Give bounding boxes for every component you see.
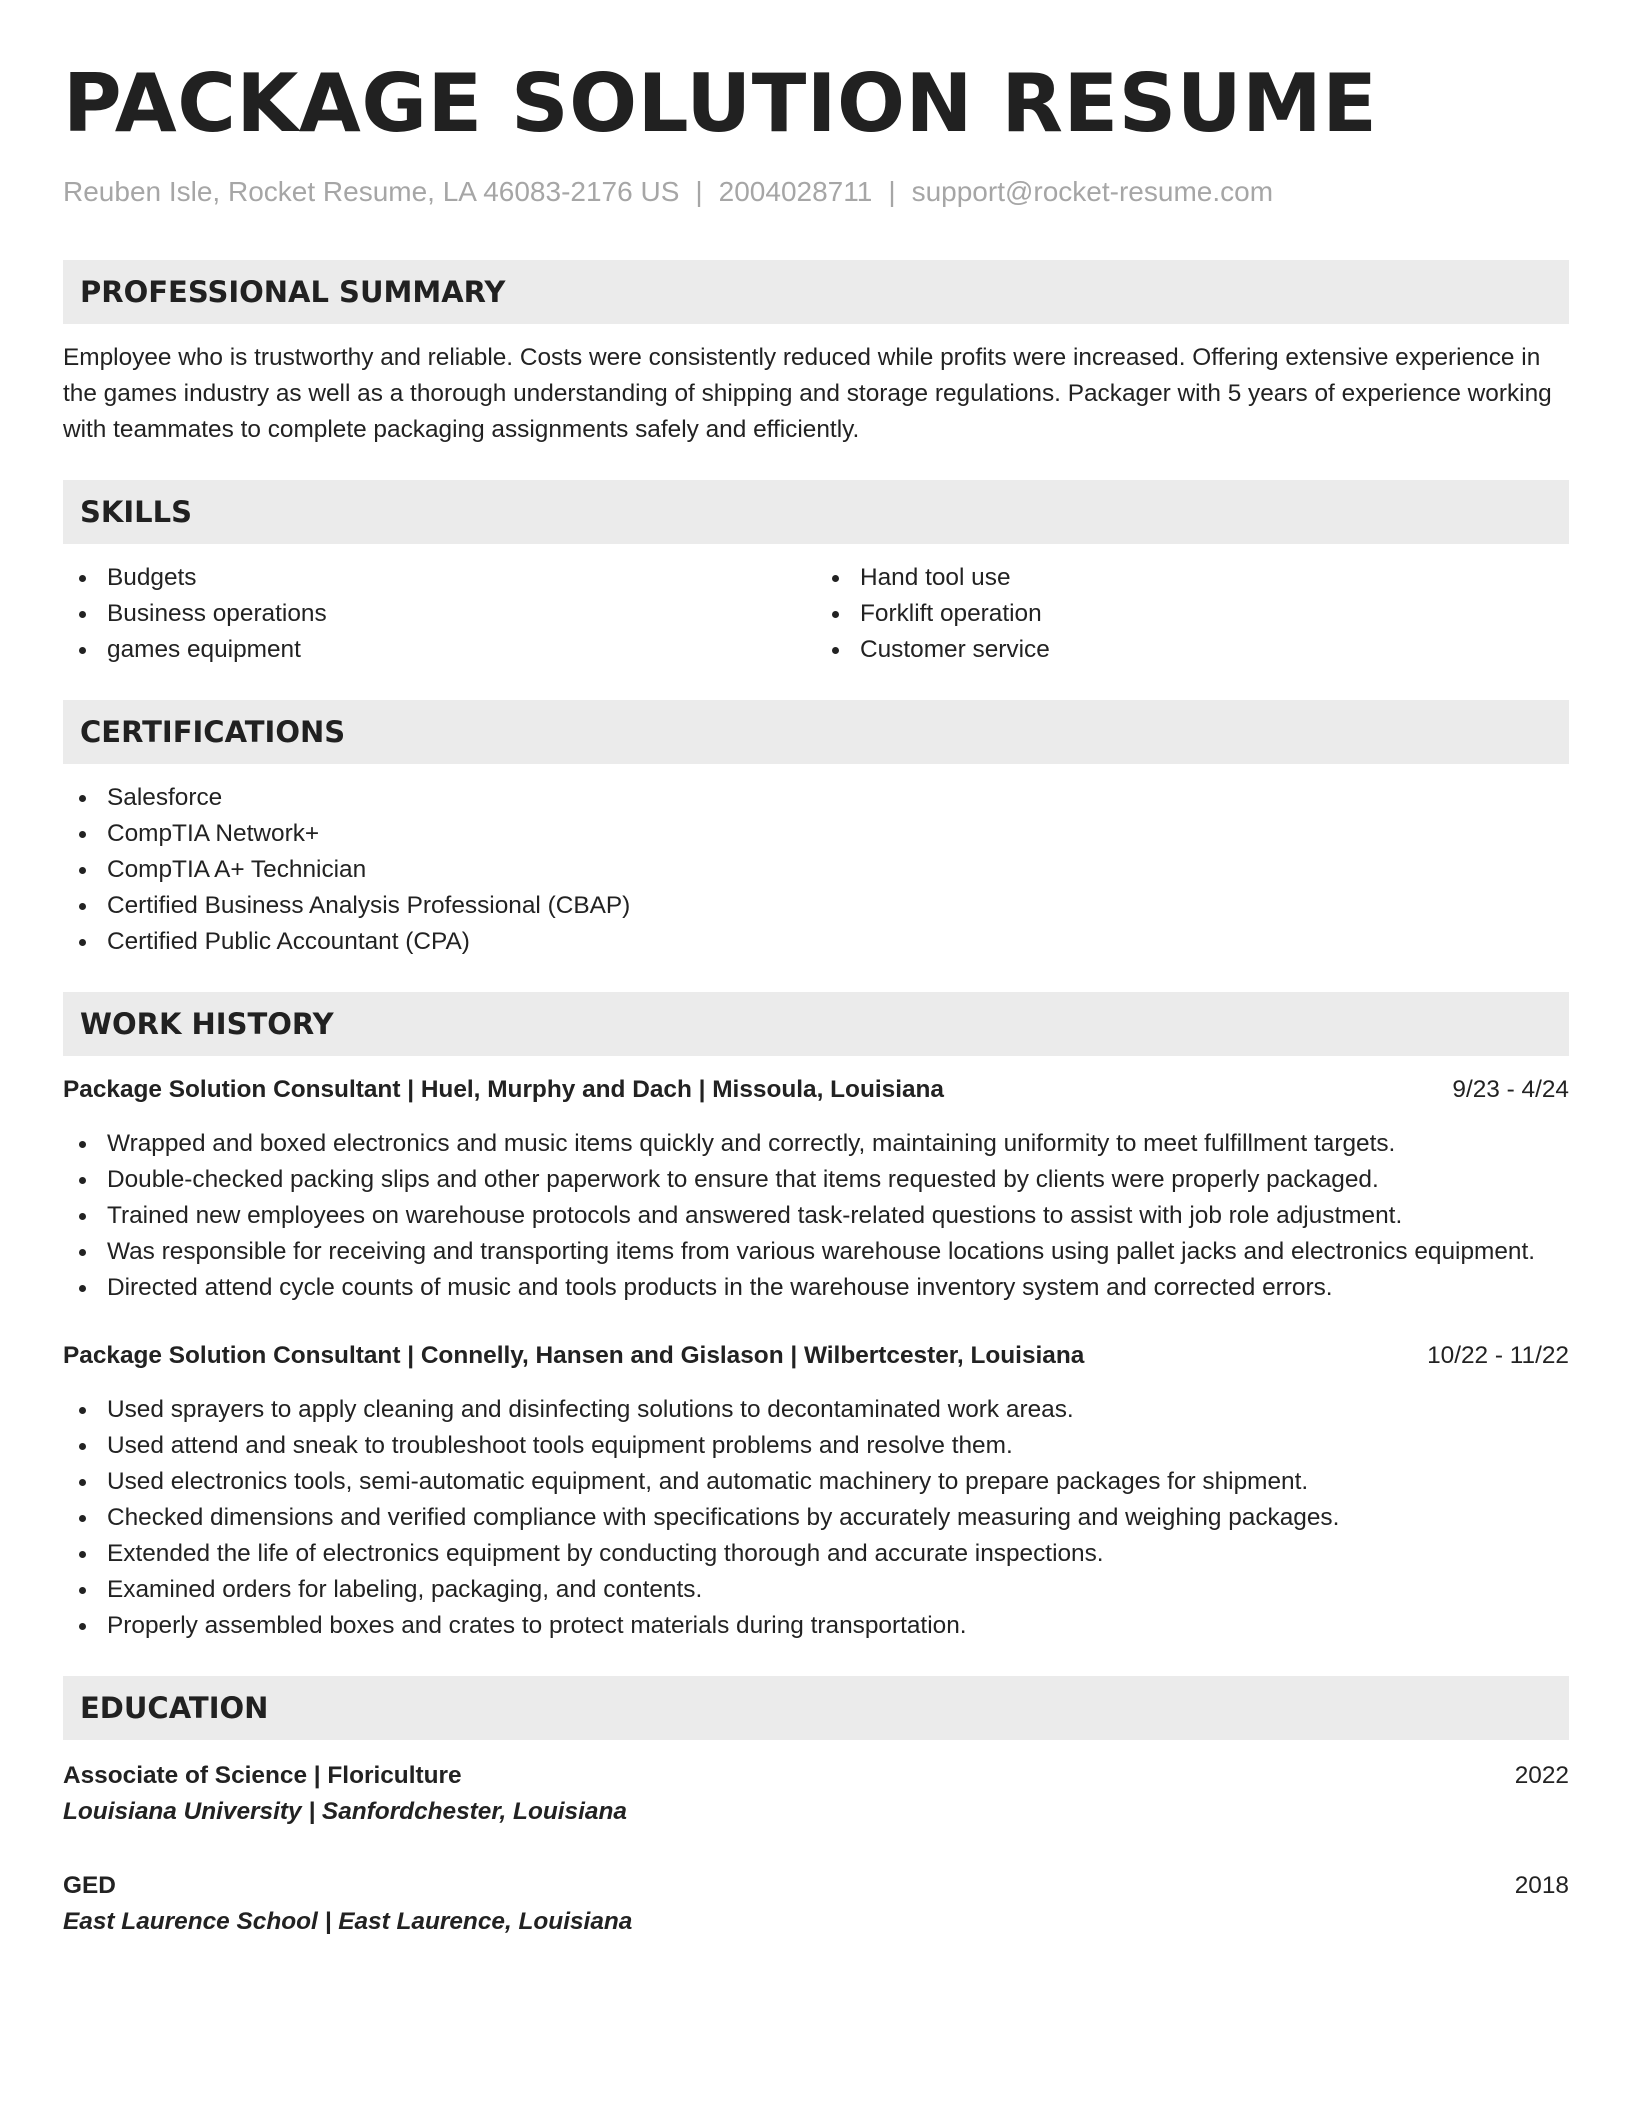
job-duty-item: Used electronics tools, semi-automatic equipment, and automatic machinery to prepare packages for shipment. xyxy=(63,1464,1569,1500)
education-degree: GED xyxy=(63,1872,116,1899)
certification-item: CompTIA Network+ xyxy=(63,816,1569,852)
job-dates: 10/22 - 11/22 xyxy=(1427,1342,1569,1369)
job-duty-item: Double-checked packing slips and other paperwork to ensure that items requested by clients were properly packaged. xyxy=(63,1162,1569,1198)
section-heading-certifications: CERTIFICATIONS xyxy=(63,700,1569,764)
contact-email: support@rocket-resume.com xyxy=(911,176,1274,207)
job-entry xyxy=(63,1072,1569,1306)
job-duty-item: Checked dimensions and verified compliance with specifications by accurately measuring and weighing packages. xyxy=(63,1500,1569,1536)
contact-phone: 2004028711 xyxy=(718,176,873,207)
skill-item: Hand tool use xyxy=(816,560,1569,596)
skill-item: Budgets xyxy=(63,560,816,596)
job-duty-item: Examined orders for labeling, packaging, and contents. xyxy=(63,1572,1569,1608)
contact-separator: | xyxy=(888,176,896,207)
skills-column-right xyxy=(816,560,1569,668)
job-title: Package Solution Consultant | Huel, Murphy and Dach | Missoula, Louisiana xyxy=(63,1076,944,1103)
job-entry xyxy=(63,1338,1569,1644)
certification-item: Certified Public Accountant (CPA) xyxy=(63,924,1569,960)
job-duty-item: Directed attend cycle counts of music and tools products in the warehouse inventory system and corrected errors. xyxy=(63,1270,1569,1306)
job-duty-item: Used sprayers to apply cleaning and disinfecting solutions to decontaminated work areas. xyxy=(63,1392,1569,1428)
job-duty-item: Trained new employees on warehouse protocols and answered task-related questions to assist with job role adjustment. xyxy=(63,1198,1569,1234)
certification-item: CompTIA A+ Technician xyxy=(63,852,1569,888)
skill-item: Customer service xyxy=(816,632,1569,668)
skill-item: Business operations xyxy=(63,596,816,632)
education-year: 2018 xyxy=(1514,1872,1569,1899)
section-heading-work-history: WORK HISTORY xyxy=(63,992,1569,1056)
education-entry xyxy=(63,1758,1569,1830)
skill-item: games equipment xyxy=(63,632,816,668)
summary-text: Employee who is trustworthy and reliable. Costs were consistently reduced while profits were increased. Offering extensive experience in the games industry as well as a thorough understanding of shipping and storage regulations. Packager with 5 years of experience working with teammates to complete packaging assignments safely and efficiently. xyxy=(63,344,1552,443)
certifications-list xyxy=(63,780,1569,960)
contact-address: Reuben Isle, Rocket Resume, LA 46083-2176 US xyxy=(63,176,680,207)
certification-item: Certified Business Analysis Professional (CBAP) xyxy=(63,888,1569,924)
section-heading-education: EDUCATION xyxy=(63,1676,1569,1740)
job-duty-item: Wrapped and boxed electronics and music items quickly and correctly, maintaining uniformity to meet fulfillment targets. xyxy=(63,1126,1569,1162)
education-year: 2022 xyxy=(1514,1762,1569,1789)
contact-line xyxy=(63,174,1569,210)
job-duties-list xyxy=(63,1392,1569,1644)
education-degree: Associate of Science | Floriculture xyxy=(63,1762,462,1789)
job-header xyxy=(63,1072,1569,1108)
job-header xyxy=(63,1338,1569,1374)
job-title: Package Solution Consultant | Connelly, Hansen and Gislason | Wilbertcester, Louisiana xyxy=(63,1342,1085,1369)
education-entry xyxy=(63,1868,1569,1940)
education-header xyxy=(63,1758,1569,1794)
section-heading-skills: SKILLS xyxy=(63,480,1569,544)
contact-separator: | xyxy=(695,176,703,207)
skills-list xyxy=(63,560,1569,668)
job-duty-item: Extended the life of electronics equipment by conducting thorough and accurate inspections. xyxy=(63,1536,1569,1572)
job-duty-item: Properly assembled boxes and crates to protect materials during transportation. xyxy=(63,1608,1569,1644)
certification-item: Salesforce xyxy=(63,780,1569,816)
job-duty-item: Used attend and sneak to troubleshoot tools equipment problems and resolve them. xyxy=(63,1428,1569,1464)
education-header xyxy=(63,1868,1569,1904)
section-heading-summary: PROFESSIONAL SUMMARY xyxy=(63,260,1569,324)
job-duty-item: Was responsible for receiving and transporting items from various warehouse locations using pallet jacks and electronics equipment. xyxy=(63,1234,1569,1270)
job-dates: 9/23 - 4/24 xyxy=(1452,1076,1569,1103)
education-school: Louisiana University | Sanfordchester, Louisiana xyxy=(63,1798,627,1825)
job-duties-list xyxy=(63,1126,1569,1306)
resume-title: PACKAGE SOLUTION RESUME xyxy=(63,57,1378,150)
education-school: East Laurence School | East Laurence, Louisiana xyxy=(63,1908,633,1935)
skill-item: Forklift operation xyxy=(816,596,1569,632)
skills-column-left xyxy=(63,560,816,668)
